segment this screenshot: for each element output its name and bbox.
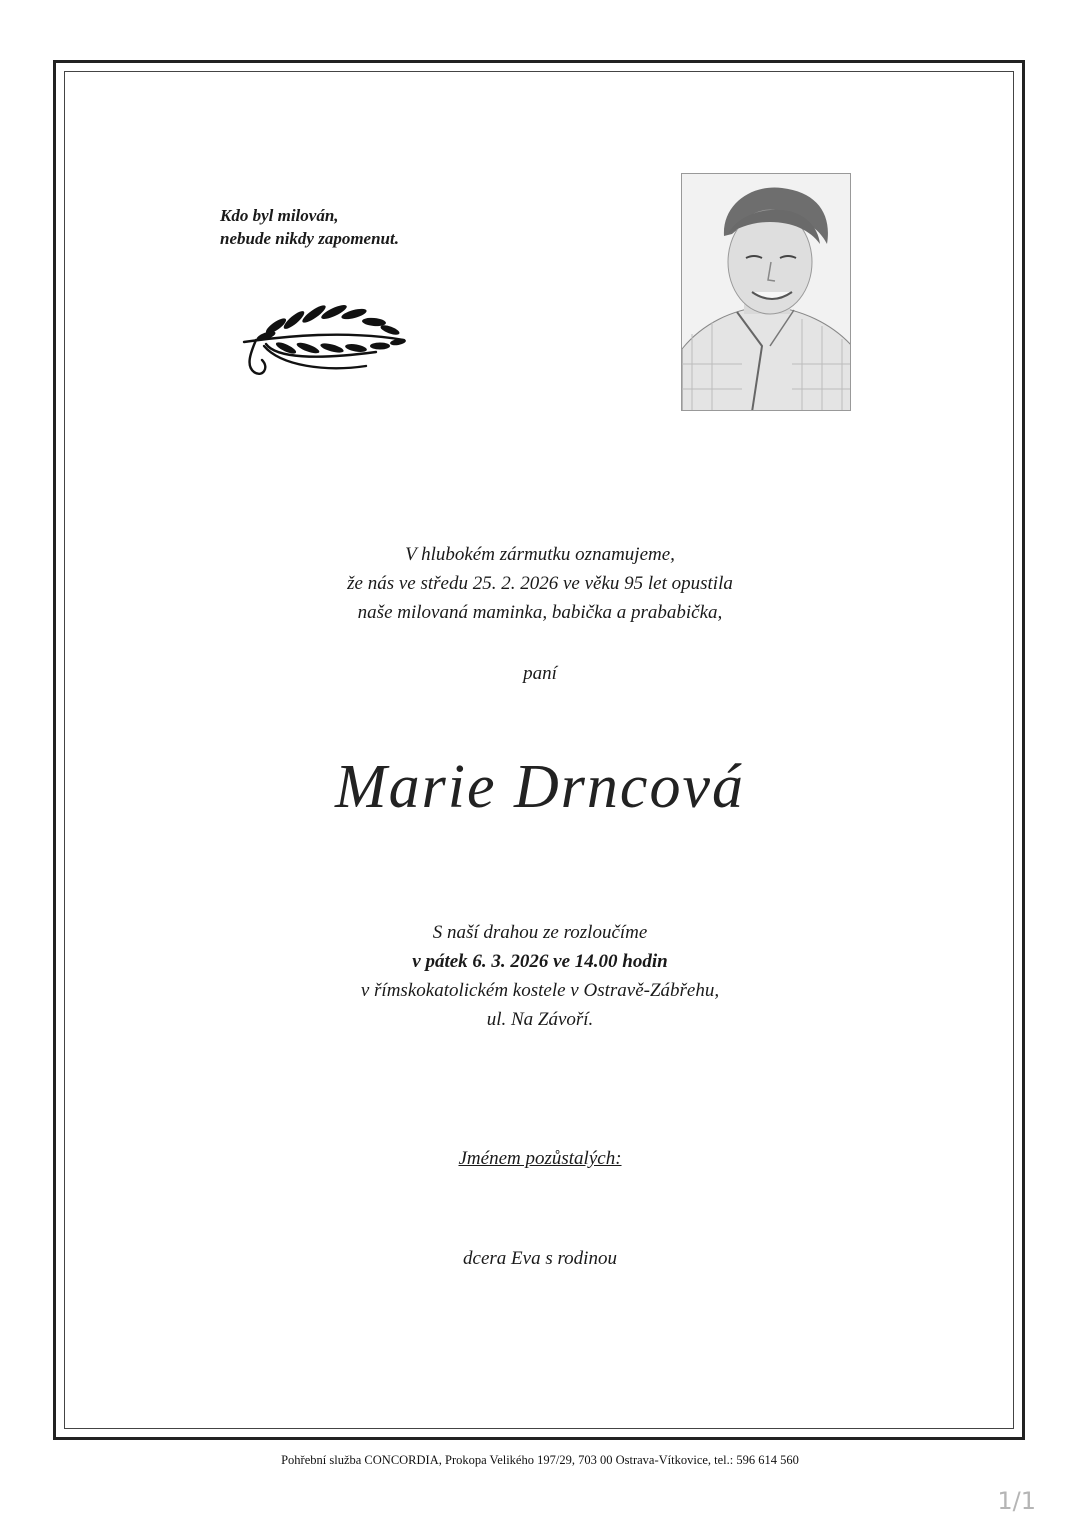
document-inner-border [64,71,1014,1429]
motto-line-1: Kdo byl milován, [220,206,339,225]
survivors: dcera Eva s rodinou [463,1248,617,1269]
palm-branch-icon [236,296,408,380]
announcement [0,540,1080,627]
service-date-time: v pátek 6. 3. 2026 ve 14.00 hodin [412,951,668,972]
portrait-photo [681,173,851,411]
deceased-name: Marie Drncová [335,753,745,821]
salutation: paní [523,663,557,684]
funeral-service-footer: Pohřební služba CONCORDIA, Prokopa Velikého 197/29, 703 00 Ostrava-Vítkovice, tel.: 596 614 560 [281,1453,799,1467]
survivors-label: Jménem pozůstalých: [458,1148,622,1169]
service-street: ul. Na Závoří. [486,1009,594,1030]
announcement-line-1: V hlubokém zármutku oznamujeme, [405,544,675,565]
motto [220,204,399,250]
announcement-line-2: že nás ve středu 25. 2. 2026 ve věku 95 let opustila [347,573,733,594]
document-border [53,60,1025,1440]
service-location: v římskokatolickém kostele v Ostravě-Zábřehu, [360,980,720,1001]
service-line-1: S naší drahou ze rozloučíme [432,922,648,943]
page-indicator: 1/1 [997,1487,1036,1515]
motto-line-2: nebude nikdy zapomenut. [220,229,399,248]
announcement-line-3: naše milovaná maminka, babička a prababička, [357,602,723,623]
service-details [0,918,1080,1034]
